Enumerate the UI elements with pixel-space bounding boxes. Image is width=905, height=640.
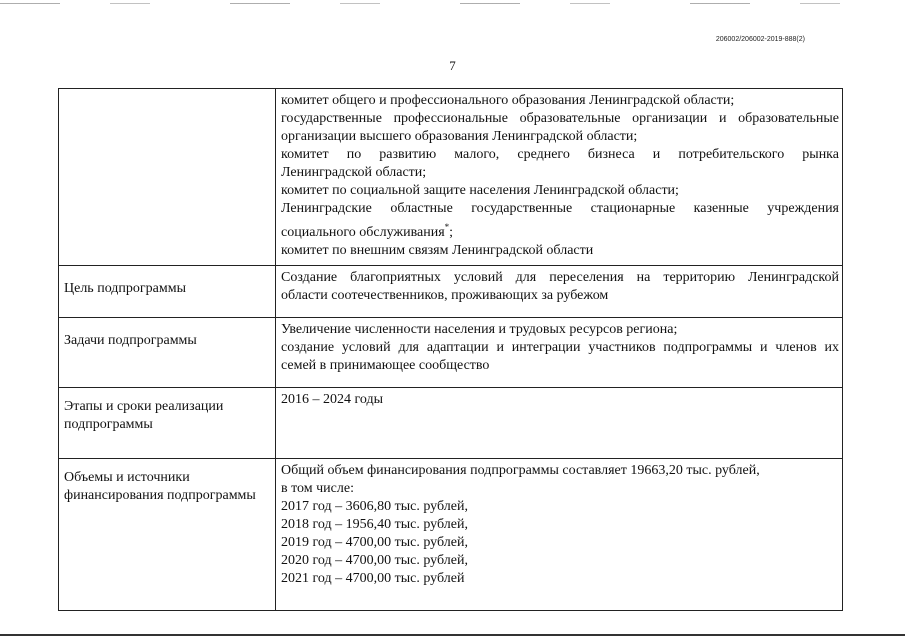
value-line: 2017 год – 3606,80 тыс. рублей, [281, 499, 468, 514]
value-line: 2021 год – 4700,00 тыс. рублей [281, 571, 465, 586]
scan-artifact-bottom [0, 634, 905, 636]
row-label-tasks: Задачи подпрограммы [59, 318, 276, 388]
row-value-goal [276, 266, 843, 318]
label-line: подпрограммы [167, 488, 256, 503]
value-line: в том числе: [281, 481, 354, 496]
value-line: 2020 год – 4700,00 тыс. рублей, [281, 553, 468, 568]
value-line: семей в принимающее сообщество [281, 358, 490, 373]
footnote-suffix: ; [449, 225, 454, 240]
value-line: Создание благоприятных условий для переселения на территорию Ленинградской [281, 270, 839, 285]
value-line: создание условий для адаптации и интеграции участников подпрограммы и членов их [281, 340, 839, 355]
page-number: 7 [449, 58, 456, 73]
value-line-with-footnote [281, 218, 839, 242]
value-line: комитет по внешним связям Ленинградской области [281, 243, 594, 258]
value-line: 2018 год – 1956,40 тыс. рублей, [281, 517, 468, 532]
value-line: социального обслуживания [281, 225, 445, 240]
table-row [59, 89, 843, 266]
table-row [59, 459, 843, 611]
passport-table [58, 88, 843, 611]
value-line: Ленинградские областные государственные стационарные казенные учреждения [281, 201, 839, 216]
value-line: комитет по развитию малого, среднего бизнеса и потребительского рынка [281, 147, 839, 162]
scan-artifact-top [0, 3, 905, 4]
row-label-stages [59, 388, 276, 459]
table-row [59, 266, 843, 318]
label-line: Этапы и сроки реализации [64, 399, 224, 414]
value-line: 2016 – 2024 годы [281, 392, 384, 407]
footnote-mark: * [444, 222, 450, 232]
label-line: финансирования [64, 488, 164, 503]
value-line: организации высшего образования Ленинградской области; [281, 129, 638, 144]
value-line: области соотечественников, проживающих за рубежом [281, 288, 609, 303]
table-row [59, 388, 843, 459]
value-line: государственные профессиональные образовательные организации и образовательные [281, 111, 839, 126]
row-label [59, 89, 276, 266]
value-line: Общий объем финансирования подпрограммы составляет 19663,20 тыс. рублей, [281, 463, 760, 478]
document-number: 206002/206002-2019-888(2) [715, 36, 805, 43]
label-line: Объемы и источники [64, 470, 190, 485]
row-value-funding [276, 459, 843, 611]
value-line: Ленинградской области; [281, 165, 427, 180]
row-label-funding [59, 459, 276, 611]
row-value-executors [276, 89, 843, 266]
table-row [59, 318, 843, 388]
value-line: 2019 год – 4700,00 тыс. рублей, [281, 535, 468, 550]
label-line: подпрограммы [64, 417, 153, 432]
value-line: Увеличение численности населения и трудовых ресурсов региона; [281, 322, 678, 337]
row-label-goal: Цель подпрограммы [59, 266, 276, 318]
row-value-stages [276, 388, 843, 459]
value-line: комитет общего и профессионального образования Ленинградской области; [281, 93, 735, 108]
value-line: комитет по социальной защите населения Ленинградской области; [281, 183, 679, 198]
row-value-tasks [276, 318, 843, 388]
